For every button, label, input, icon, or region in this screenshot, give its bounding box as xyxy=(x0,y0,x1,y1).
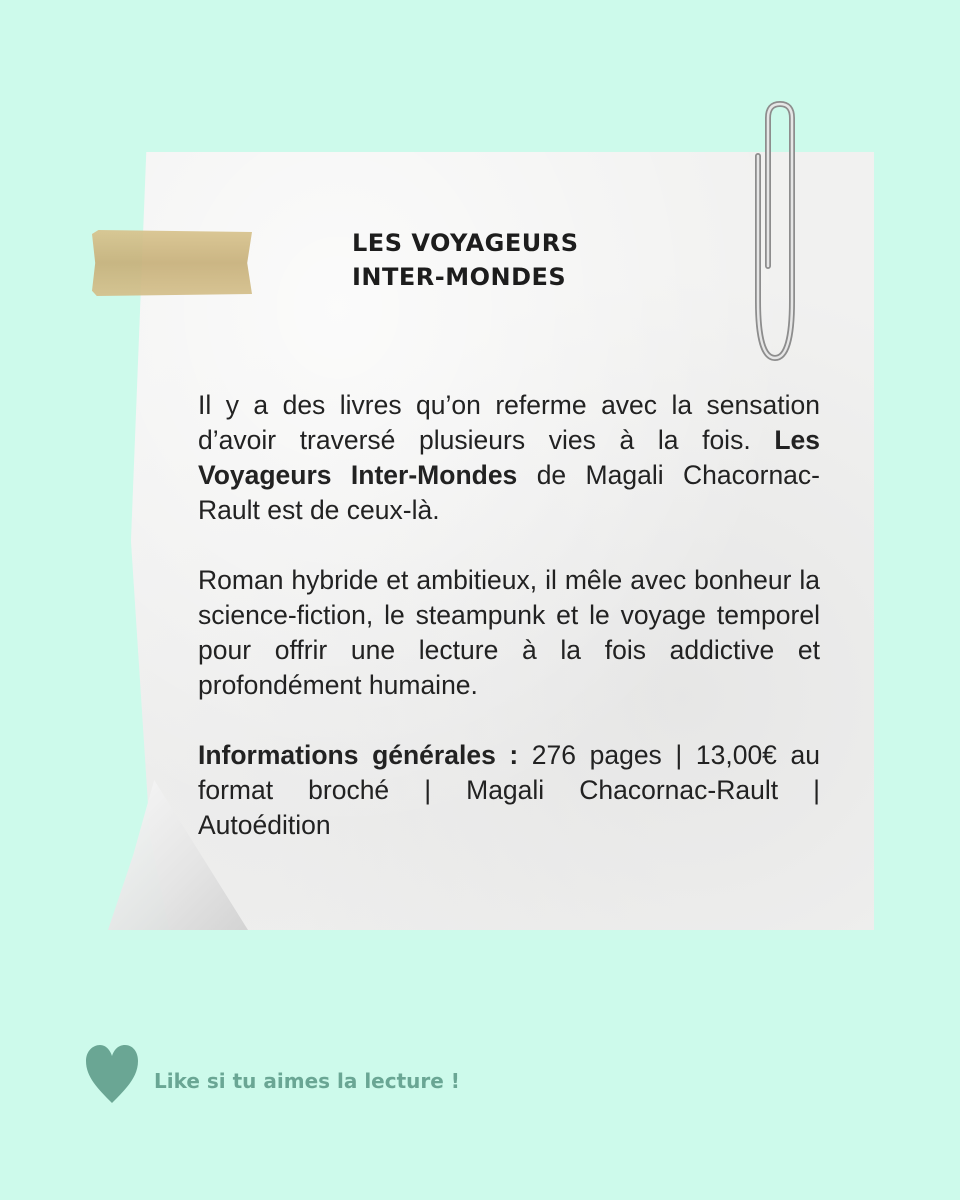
heart-icon[interactable] xyxy=(84,1043,140,1105)
info-label: Informations générales : xyxy=(198,740,519,770)
book-title-line2: INTER-MONDES xyxy=(352,263,567,291)
paragraph-summary: Roman hybride et ambitieux, il mêle avec bonheur la science-fiction, le steampunk et le voyage temporel pour offrir une lecture à la fois addictive et profondément humaine. xyxy=(198,565,820,700)
intro-lead: Il y a des livres qu’on referme avec la sensation d’avoir traversé plusieurs vies à la fois. xyxy=(198,390,820,455)
book-title-line1: LES VOYAGEURS xyxy=(352,229,579,257)
paperclip-icon xyxy=(728,96,828,376)
paragraph-intro xyxy=(198,388,820,528)
info-details: 276 pages | 13,00€ au format broché | Magali Chacornac-Rault | Autoédition xyxy=(198,740,820,840)
intro-tail: de Magali Chacornac-Rault est de ceux-là. xyxy=(198,460,820,525)
paragraph-info xyxy=(198,738,820,843)
review-body xyxy=(198,388,820,843)
book-title xyxy=(352,226,672,294)
like-callout xyxy=(84,1042,460,1106)
tape-strip xyxy=(92,230,252,296)
intro-book-name: Les Voyageurs Inter-Mondes xyxy=(198,425,820,490)
like-text: Like si tu aimes la lecture ! xyxy=(154,1069,460,1093)
